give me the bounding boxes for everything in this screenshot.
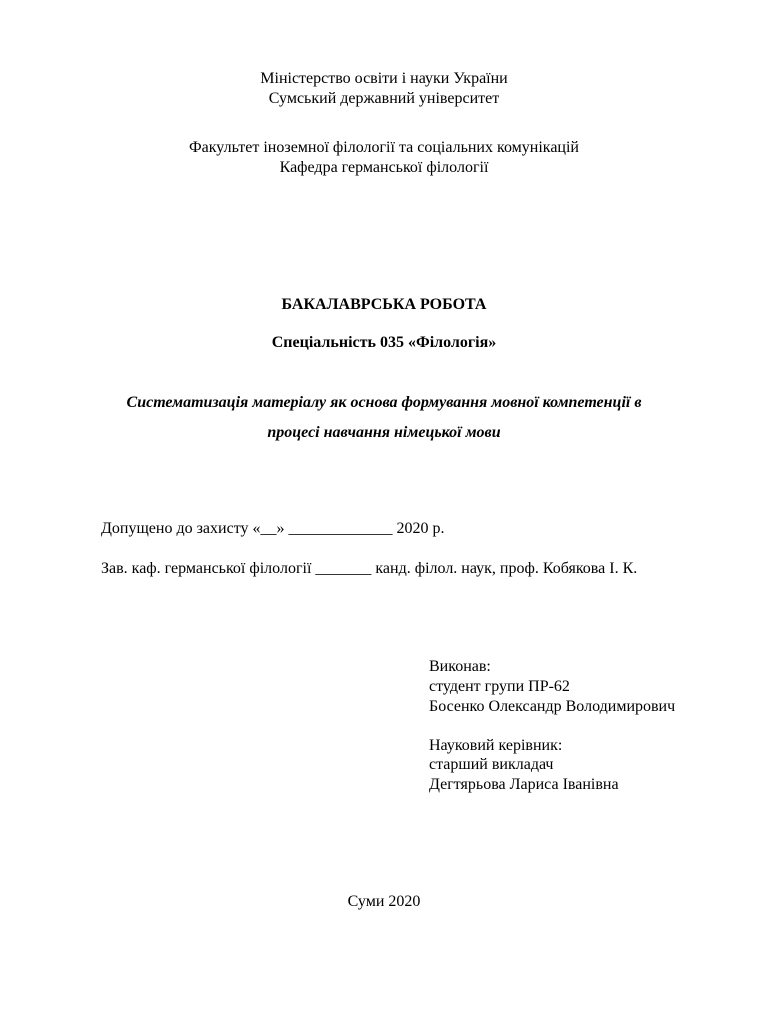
work-type-heading: БАКАЛАВРСЬКА РОБОТА: [281, 296, 487, 313]
supervisor-label: Науковий керівник:: [429, 737, 563, 754]
author-name: Босенко Олександр Володимирович: [429, 698, 676, 715]
specialty-line: Спеціальність 035 «Філологія»: [271, 334, 497, 351]
university-name: Сумський державний університет: [268, 90, 500, 107]
author-label: Виконав:: [429, 658, 491, 675]
department-name: Кафедра германської філології: [279, 159, 489, 176]
author-position: студент групи ПР-62: [429, 678, 570, 695]
city-year: Суми 2020: [347, 893, 421, 910]
admission-line: Допущено до захисту «__» _____________ 2020 р.: [101, 520, 445, 537]
ministry-name: Міністерство освіти і науки України: [260, 70, 508, 87]
topic-line-1: Систематизація матеріалу як основа формування мовної компетенції в: [126, 394, 642, 411]
faculty-name: Факультет іноземної філології та соціальних комунікацій: [189, 139, 579, 156]
department-head-line: Зав. каф. германської філології _______ канд. філол. наук, проф. Кобякова І. К.: [101, 560, 638, 577]
topic-line-2: процесі навчання німецької мови: [267, 424, 501, 441]
supervisor-position: старший викладач: [429, 756, 554, 773]
supervisor-name: Дегтярьова Лариса Іванівна: [429, 776, 619, 793]
